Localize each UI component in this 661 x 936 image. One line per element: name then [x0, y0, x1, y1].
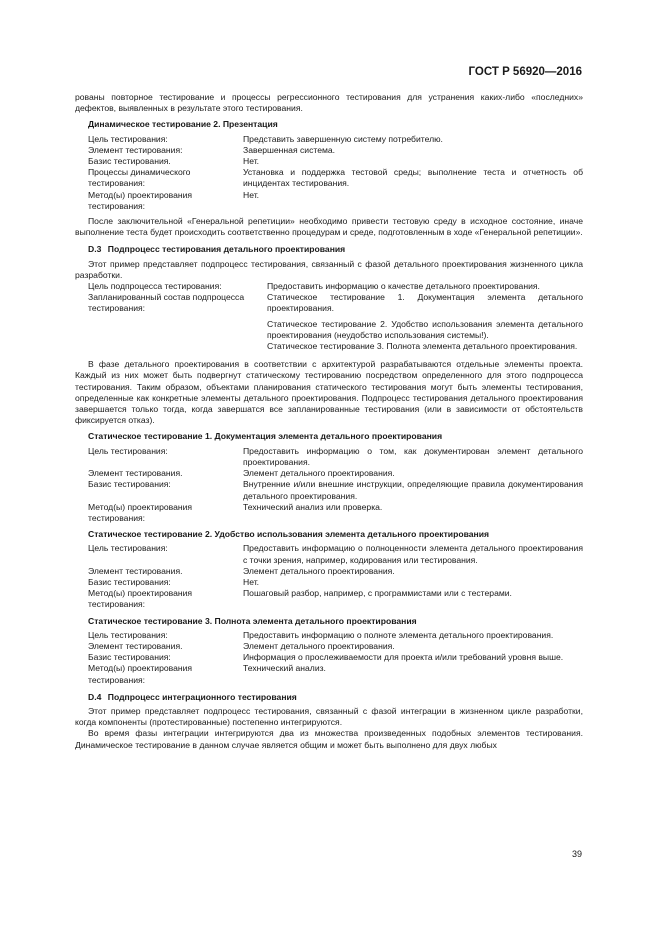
table-row: Элемент тестирования. Элемент детального проектирования.	[88, 468, 395, 479]
table-row: Цель тестирования: Предоставить информацию о том, как документирован элемент детального проектирования.	[88, 445, 583, 467]
document-header: ГОСТ Р 56920—2016	[468, 66, 582, 78]
table-row: Цель тестирования: Предоставить информацию о полноценности элемента детального проектирования с точки зрения, например, кодирования или тестирования.	[88, 543, 583, 565]
d4-paragraph-1: Этот пример представляет подпроцесс тестирования, связанный с фазой интеграции в жизненном цикле разработки, когда компоненты (протестированные) постепенно интегрируются.	[75, 705, 583, 728]
st3-table	[88, 630, 583, 686]
section-title: Подпроцесс интеграционного тестирования	[107, 691, 297, 702]
st2-heading: Статическое тестирование 2. Удобство использования элемента детального проектирования	[88, 529, 490, 540]
table-row: Метод(ы) проектирования тестирования: Технический анализ.	[88, 663, 326, 685]
intro-paragraph: рованы повторное тестирование и процессы регрессионного тестирования для устранения каких-либо «последних» дефектов, выявленных в результате этого тестирования.	[75, 92, 583, 114]
table-row: Базис тестирования: Нет.	[88, 576, 260, 587]
table-row: Элемент тестирования. Элемент детального проектирования.	[88, 640, 395, 651]
dyn2-heading: Динамическое тестирование 2. Презентация	[88, 119, 278, 130]
section-number: D.3	[88, 244, 102, 255]
table-row: Запланированный состав подпроцесса тестирования: Статическое тестирование 1. Документация элемента детального проектирования.	[88, 292, 583, 314]
dyn2-after-paragraph: После заключительной «Генеральной репетиции» необходимо привести тестовую среду в исходное состояние, иначе выполнение теста будет происходить соответственно процедурам и среде, подготовленным в ходе «Генеральной репетиции».	[75, 216, 583, 238]
table-row: Цель тестирования: Представить завершенную систему потребителю.	[88, 133, 443, 144]
table-row: Элемент тестирования: Завершенная система.	[88, 144, 336, 155]
page-content	[75, 92, 583, 751]
table-row: Элемент тестирования. Элемент детального проектирования.	[88, 565, 395, 576]
d3-body-paragraph: В фазе детального проектирования в соответствии с архитектурой разрабатываются отдельные элементы проекта. Каждый из них может быть подвергнут статическому тестированию посредством определенного для этого подпроцесса тестирования. Таким образом, объектами планирования статического тестирования могут быть элементы тестирования, определенные как конкретные элементы детального проектирования. Подпроцесс тестирования детального проектирования завершается только тогда, когда завершатся все запланированные тестирования (или в зависимости от обстоятельств фиксируется отказ).	[75, 359, 583, 426]
d4-heading	[75, 692, 583, 703]
dyn2-table	[88, 134, 583, 212]
d3-heading	[75, 244, 583, 255]
st3-heading: Статическое тестирование 3. Полнота элемента детального проектирования	[88, 615, 417, 626]
st1-table	[88, 446, 583, 524]
table-row: Базис тестирования: Информация о прослеживаемости для проекта и/или требований уровня выше.	[88, 652, 564, 663]
table-row: Статическое тестирование 2. Удобство использования элемента детального проектирования (неудобство использования системы!).	[267, 318, 583, 340]
table-row: Цель тестирования: Предоставить информацию о полноте элемента детального проектирования.	[88, 629, 554, 640]
table-row: Базис тестирования: Внутренние и/или внешние инструкции, определяющие правила документирования детального проектирования.	[88, 479, 583, 501]
table-row: Базис тестирования. Нет.	[88, 156, 260, 167]
d3-table	[88, 281, 583, 352]
section-number: D.4	[88, 691, 102, 702]
table-row: Метод(ы) проектирования тестирования: Нет.	[88, 189, 260, 211]
st2-table	[88, 543, 583, 610]
table-row: Метод(ы) проектирования тестирования: Пошаговый разбор, например, с программистами или с тестерами.	[88, 588, 512, 610]
st1-heading: Статическое тестирование 1. Документация элемента детального проектирования	[88, 431, 443, 442]
section-title: Подпроцесс тестирования детального проектирования	[107, 244, 346, 255]
table-row: Статическое тестирование 3. Полнота элемента детального проектирования.	[267, 341, 578, 352]
d3-intro-paragraph: Этот пример представляет подпроцесс тестирования, связанный с фазой детального проектирования жизненного цикла разработки.	[75, 258, 583, 280]
table-row: Процессы динамического тестирования: Установка и поддержка тестовой среды; выполнение теста и отчетность об инцидентах тестирования.	[88, 167, 583, 189]
table-row: Цель подпроцесса тестирования: Предоставить информацию о качестве детального проектирования.	[88, 281, 540, 292]
table-row: Метод(ы) проектирования тестирования: Технический анализ или проверка.	[88, 501, 383, 523]
d4-paragraph-2: Во время фазы интеграции интегрируются два из множества произведенных подобных элементов тестирования. Динамическое тестирование в данном случае является общим и может быть выполнено для двух любых	[75, 728, 583, 750]
page-number: 39	[571, 849, 582, 859]
